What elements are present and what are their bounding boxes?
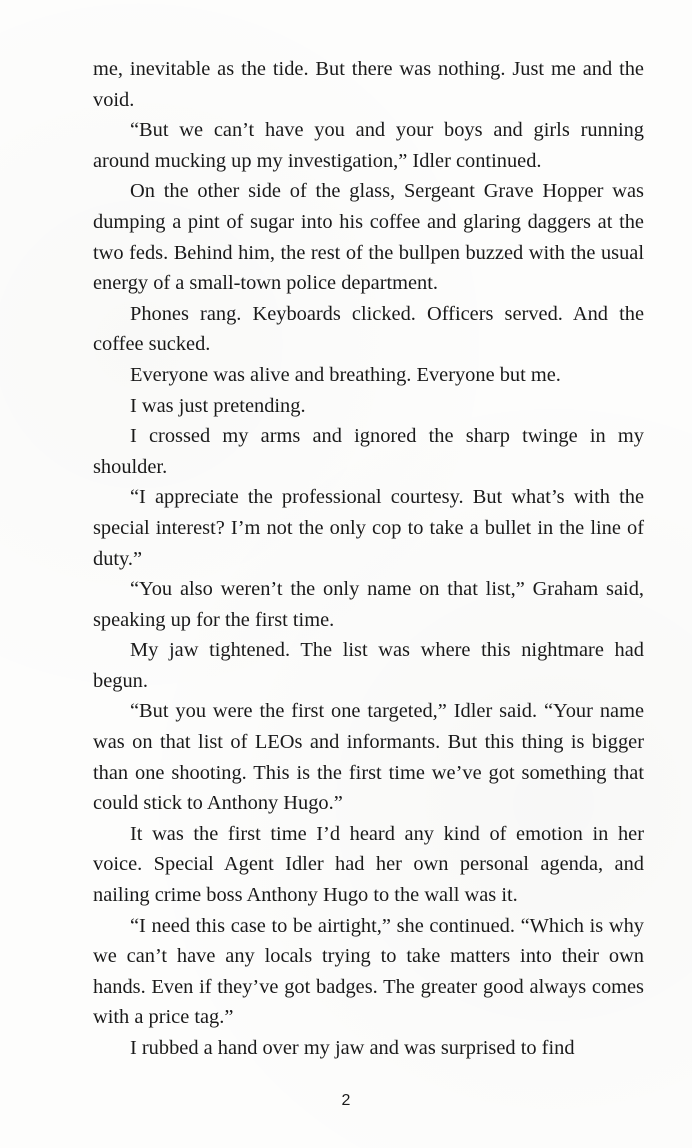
paragraph: “But we can’t have you and your boys and girls running around mucking up my investigation,” Idler continued. bbox=[93, 119, 644, 172]
paragraph: I was just pretending. bbox=[130, 394, 306, 417]
paragraph: On the other side of the glass, Sergeant Grave Hopper was dumping a pint of sugar into his coffee and glaring daggers at the two feds. Behind him, the rest of the bullpen buzzed with the usual energy of a small-town police department. bbox=[93, 180, 644, 295]
paragraph: Everyone was alive and breathing. Everyone but me. bbox=[130, 363, 561, 386]
paragraph: My jaw tightened. The list was where this nightmare had begun. bbox=[93, 639, 644, 692]
paragraph: I rubbed a hand over my jaw and was surprised to find bbox=[130, 1037, 575, 1059]
paragraph: “I appreciate the professional courtesy. But what’s with the special interest? I’m not the only cop to take a bullet in the line of duty.” bbox=[93, 486, 644, 570]
paragraph: It was the first time I’d heard any kind of emotion in her voice. Special Agent Idler had her own personal agenda, and nailing crime boss Anthony Hugo to the wall was it. bbox=[93, 822, 644, 907]
body-text bbox=[93, 54, 644, 1064]
paragraph: Phones rang. Keyboards clicked. Officers served. And the coffee sucked. bbox=[93, 302, 644, 356]
page-number: 2 bbox=[341, 1092, 351, 1109]
paragraph: “You also weren’t the only name on that list,” Graham said, speaking up for the first time. bbox=[93, 578, 644, 631]
paragraph: “I need this case to be airtight,” she continued. “Which is why we can’t have any locals trying to take matters into their own hands. Even if they’ve got badges. The greater good always comes with a price tag.” bbox=[93, 914, 644, 1029]
paragraph: I crossed my arms and ignored the sharp twinge in my shoulder. bbox=[93, 425, 644, 478]
paragraph: “But you were the first one targeted,” Idler said. “Your name was on that list of LEOs and informants. But this thing is bigger than one shooting. This is the first time we’ve got something that could stick to Anthony Hugo.” bbox=[93, 700, 644, 815]
paragraph-continued: me, inevitable as the tide. But there was nothing. Just me and the void. bbox=[93, 58, 644, 111]
